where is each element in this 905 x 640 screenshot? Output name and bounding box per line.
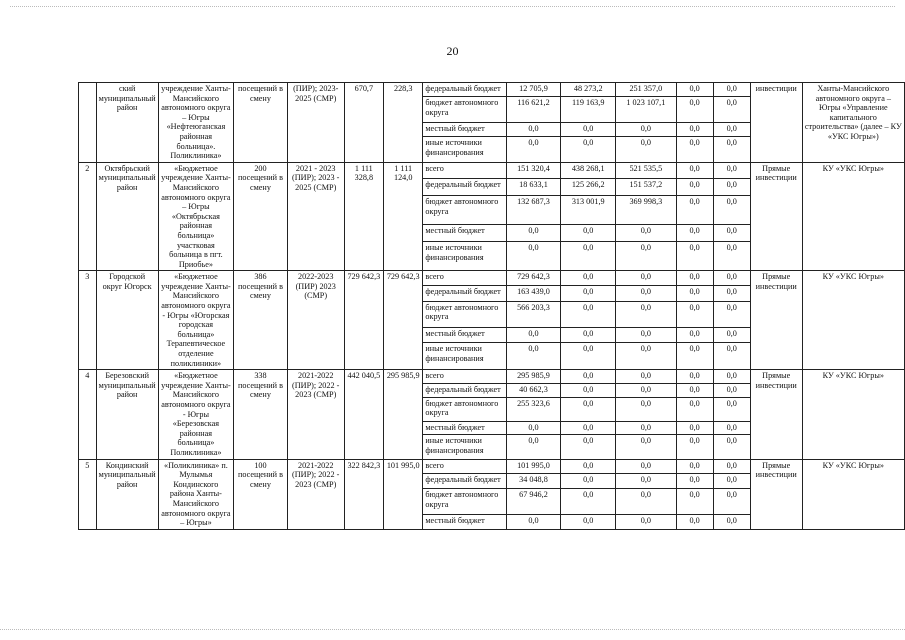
- amount-cell: 0,0: [616, 343, 677, 370]
- amount-cell: 0,0: [676, 162, 713, 179]
- amount-cell: 1 023 107,1: [616, 97, 677, 122]
- funding-source-cell: всего: [423, 271, 506, 286]
- amount-cell: 0,0: [676, 83, 713, 97]
- amount-cell: 0,0: [713, 383, 750, 397]
- amount-cell: 295 985,9: [506, 370, 561, 384]
- institution-cell: «Бюджетное учреждение Ханты-Мансийского автономного округа - Югры «Березовская районная больница» Поликлиника»: [158, 370, 234, 459]
- amount-cell: 0,0: [713, 83, 750, 97]
- cost-cell: 442 040,5: [344, 370, 383, 459]
- years-cell: 2022-2023 (ПИР) 2023 (СМР): [287, 271, 344, 370]
- table-row: [79, 162, 905, 179]
- amount-cell: 0,0: [616, 459, 677, 474]
- years-cell: 2021-2022 (ПИР); 2022 - 2023 (СМР): [287, 370, 344, 459]
- remaining-cost-cell: 295 985,9: [384, 370, 423, 459]
- amount-cell: 48 273,2: [561, 83, 616, 97]
- amount-cell: 18 633,1: [506, 179, 561, 196]
- table-row: [79, 370, 905, 384]
- institution-cell: «Бюджетное учреждение Ханты-Мансийского автономного округа - Югры «Югорская городская больница» Терапевтическое отделение поликлиники»: [158, 271, 234, 370]
- row-number: 2: [79, 162, 97, 271]
- amount-cell: 251 357,0: [616, 83, 677, 97]
- row-number: 5: [79, 459, 97, 529]
- amount-cell: 0,0: [616, 421, 677, 435]
- cost-cell: 322 842,3: [344, 459, 383, 529]
- amount-cell: 0,0: [676, 97, 713, 122]
- amount-cell: 151 320,4: [506, 162, 561, 179]
- amount-cell: 0,0: [561, 435, 616, 459]
- remaining-cost-cell: 1 111 124,0: [384, 162, 423, 271]
- funding-source-cell: иные источники финансирования: [423, 435, 506, 459]
- investment-table: [78, 82, 905, 530]
- funding-source-cell: местный бюджет: [423, 225, 506, 242]
- remaining-cost-cell: 101 995,0: [384, 459, 423, 529]
- amount-cell: 125 266,2: [561, 179, 616, 196]
- amount-cell: 0,0: [616, 397, 677, 421]
- funding-source-cell: иные источники финансирования: [423, 137, 506, 162]
- funding-source-cell: иные источники финансирования: [423, 343, 506, 370]
- amount-cell: 0,0: [506, 137, 561, 162]
- remaining-cost-cell: 228,3: [384, 83, 423, 163]
- amount-cell: 0,0: [676, 179, 713, 196]
- amount-cell: 0,0: [506, 225, 561, 242]
- customer-cell: КУ «УКС Югры»: [802, 271, 904, 370]
- amount-cell: 369 998,3: [616, 196, 677, 225]
- amount-cell: 0,0: [561, 474, 616, 489]
- amount-cell: 0,0: [561, 383, 616, 397]
- amount-cell: 0,0: [713, 122, 750, 136]
- amount-cell: 0,0: [676, 301, 713, 328]
- amount-cell: 0,0: [616, 489, 677, 515]
- amount-cell: 12 705,9: [506, 83, 561, 97]
- amount-cell: 0,0: [506, 328, 561, 343]
- capacity-cell: 100 посещений в смену: [234, 459, 288, 529]
- municipality-cell: Березовский муниципальный район: [96, 370, 158, 459]
- amount-cell: 0,0: [616, 122, 677, 136]
- cost-cell: 670,7: [344, 83, 383, 163]
- amount-cell: 0,0: [713, 137, 750, 162]
- amount-cell: 0,0: [506, 241, 561, 270]
- remaining-cost-cell: 729 642,3: [384, 271, 423, 370]
- amount-cell: 0,0: [561, 489, 616, 515]
- amount-cell: 255 323,6: [506, 397, 561, 421]
- row-number: 3: [79, 271, 97, 370]
- table-row: [79, 271, 905, 286]
- table-row: [79, 83, 905, 97]
- investment-type-cell: Прямые инвестиции: [750, 271, 802, 370]
- amount-cell: 0,0: [561, 271, 616, 286]
- funding-source-cell: бюджет автономного округа: [423, 489, 506, 515]
- amount-cell: 0,0: [713, 328, 750, 343]
- amount-cell: 521 535,5: [616, 162, 677, 179]
- years-cell: 2021-2022 (ПИР); 2022 - 2023 (СМР): [287, 459, 344, 529]
- amount-cell: 0,0: [676, 241, 713, 270]
- funding-source-cell: всего: [423, 162, 506, 179]
- amount-cell: 116 621,2: [506, 97, 561, 122]
- investment-type-cell: Прямые инвестиции: [750, 370, 802, 459]
- amount-cell: 0,0: [713, 489, 750, 515]
- investment-type-cell: инвестиции: [750, 83, 802, 163]
- amount-cell: 0,0: [616, 435, 677, 459]
- funding-source-cell: федеральный бюджет: [423, 179, 506, 196]
- amount-cell: 0,0: [506, 421, 561, 435]
- amount-cell: 0,0: [713, 514, 750, 529]
- funding-source-cell: всего: [423, 370, 506, 384]
- amount-cell: 34 048,8: [506, 474, 561, 489]
- scan-edge-top: [10, 6, 895, 7]
- amount-cell: 119 163,9: [561, 97, 616, 122]
- amount-cell: 0,0: [616, 241, 677, 270]
- amount-cell: 0,0: [676, 271, 713, 286]
- funding-source-cell: бюджет автономного округа: [423, 301, 506, 328]
- amount-cell: 0,0: [561, 225, 616, 242]
- amount-cell: 0,0: [616, 301, 677, 328]
- amount-cell: 0,0: [616, 383, 677, 397]
- investment-type-cell: Прямые инвестиции: [750, 162, 802, 271]
- capacity-cell: 200 посещений в смену: [234, 162, 288, 271]
- funding-source-cell: всего: [423, 459, 506, 474]
- municipality-cell: Городской округ Югорск: [96, 271, 158, 370]
- funding-source-cell: местный бюджет: [423, 421, 506, 435]
- amount-cell: 438 268,1: [561, 162, 616, 179]
- amount-cell: 313 001,9: [561, 196, 616, 225]
- table-row: [79, 459, 905, 474]
- amount-cell: 566 203,3: [506, 301, 561, 328]
- amount-cell: 0,0: [676, 328, 713, 343]
- amount-cell: 0,0: [616, 225, 677, 242]
- amount-cell: 0,0: [561, 137, 616, 162]
- amount-cell: 0,0: [616, 514, 677, 529]
- amount-cell: 729 642,3: [506, 271, 561, 286]
- years-cell: (ПИР); 2023-2025 (СМР): [287, 83, 344, 163]
- amount-cell: 0,0: [561, 328, 616, 343]
- institution-cell: учреждение Ханты-Мансийского автономного округа – Югры «Нефтеюганская районная больница». Поликлиника»: [158, 83, 234, 163]
- funding-source-cell: федеральный бюджет: [423, 286, 506, 301]
- amount-cell: 0,0: [561, 459, 616, 474]
- amount-cell: 0,0: [506, 435, 561, 459]
- amount-cell: 0,0: [713, 343, 750, 370]
- amount-cell: 0,0: [676, 286, 713, 301]
- amount-cell: 0,0: [676, 343, 713, 370]
- amount-cell: 0,0: [616, 286, 677, 301]
- amount-cell: 0,0: [676, 474, 713, 489]
- amount-cell: 101 995,0: [506, 459, 561, 474]
- page-number: 20: [446, 44, 459, 58]
- amount-cell: 40 662,3: [506, 383, 561, 397]
- amount-cell: 0,0: [676, 137, 713, 162]
- amount-cell: 0,0: [713, 271, 750, 286]
- amount-cell: 0,0: [713, 97, 750, 122]
- amount-cell: 0,0: [616, 137, 677, 162]
- amount-cell: 0,0: [676, 196, 713, 225]
- cost-cell: 1 111 328,8: [344, 162, 383, 271]
- amount-cell: 0,0: [676, 514, 713, 529]
- scan-edge-bottom: [0, 629, 905, 630]
- amount-cell: 0,0: [561, 514, 616, 529]
- amount-cell: 0,0: [506, 343, 561, 370]
- municipality-cell: Октябрьский муниципальный район: [96, 162, 158, 271]
- amount-cell: 0,0: [676, 421, 713, 435]
- capacity-cell: 386 посещений в смену: [234, 271, 288, 370]
- institution-cell: «Бюджетное учреждение Ханты-Мансийского автономного округа – Югры «Октябрьская районная больница» участковая больница в пгт. Приобье»: [158, 162, 234, 271]
- amount-cell: 0,0: [676, 122, 713, 136]
- customer-cell: Ханты-Мансийского автономного округа – Югры «Управление капитального строительства» (далее – КУ «УКС Югры»): [802, 83, 904, 163]
- customer-cell: КУ «УКС Югры»: [802, 459, 904, 529]
- funding-source-cell: местный бюджет: [423, 328, 506, 343]
- amount-cell: 0,0: [676, 489, 713, 515]
- amount-cell: 0,0: [506, 122, 561, 136]
- amount-cell: 0,0: [506, 514, 561, 529]
- cost-cell: 729 642,3: [344, 271, 383, 370]
- amount-cell: 0,0: [561, 421, 616, 435]
- capacity-cell: посещений в смену: [234, 83, 288, 163]
- years-cell: 2021 - 2023 (ПИР); 2023 - 2025 (СМР): [287, 162, 344, 271]
- amount-cell: 0,0: [676, 370, 713, 384]
- amount-cell: 0,0: [676, 397, 713, 421]
- funding-source-cell: федеральный бюджет: [423, 383, 506, 397]
- amount-cell: 0,0: [561, 301, 616, 328]
- capacity-cell: 338 посещений в смену: [234, 370, 288, 459]
- funding-source-cell: федеральный бюджет: [423, 83, 506, 97]
- amount-cell: 0,0: [561, 286, 616, 301]
- amount-cell: 0,0: [616, 271, 677, 286]
- row-number: [79, 83, 97, 163]
- amount-cell: 0,0: [713, 196, 750, 225]
- amount-cell: 0,0: [713, 241, 750, 270]
- amount-cell: 0,0: [713, 370, 750, 384]
- amount-cell: 0,0: [713, 435, 750, 459]
- funding-source-cell: местный бюджет: [423, 514, 506, 529]
- amount-cell: 0,0: [713, 459, 750, 474]
- amount-cell: 0,0: [561, 122, 616, 136]
- amount-cell: 0,0: [676, 225, 713, 242]
- funding-source-cell: иные источники финансирования: [423, 241, 506, 270]
- amount-cell: 0,0: [616, 328, 677, 343]
- customer-cell: КУ «УКС Югры»: [802, 162, 904, 271]
- amount-cell: 0,0: [616, 370, 677, 384]
- amount-cell: 132 687,3: [506, 196, 561, 225]
- amount-cell: 0,0: [561, 241, 616, 270]
- municipality-cell: Кондинский муниципальный район: [96, 459, 158, 529]
- funding-source-cell: федеральный бюджет: [423, 474, 506, 489]
- amount-cell: 0,0: [676, 383, 713, 397]
- amount-cell: 0,0: [713, 474, 750, 489]
- amount-cell: 0,0: [676, 435, 713, 459]
- amount-cell: 0,0: [713, 301, 750, 328]
- amount-cell: 0,0: [713, 179, 750, 196]
- amount-cell: 0,0: [561, 397, 616, 421]
- amount-cell: 0,0: [713, 397, 750, 421]
- investment-type-cell: Прямые инвестиции: [750, 459, 802, 529]
- municipality-cell: ский муниципальный район: [96, 83, 158, 163]
- customer-cell: КУ «УКС Югры»: [802, 370, 904, 459]
- amount-cell: 67 946,2: [506, 489, 561, 515]
- amount-cell: 0,0: [713, 225, 750, 242]
- amount-cell: 0,0: [561, 370, 616, 384]
- amount-cell: 0,0: [713, 286, 750, 301]
- amount-cell: 163 439,0: [506, 286, 561, 301]
- funding-source-cell: местный бюджет: [423, 122, 506, 136]
- amount-cell: 0,0: [713, 162, 750, 179]
- amount-cell: 0,0: [616, 474, 677, 489]
- amount-cell: 0,0: [713, 421, 750, 435]
- institution-cell: «Поликлиника» п. Мулымья Кондинского района Ханты-Мансийского автономного округа – Югры»: [158, 459, 234, 529]
- amount-cell: 0,0: [676, 459, 713, 474]
- amount-cell: 0,0: [561, 343, 616, 370]
- funding-source-cell: бюджет автономного округа: [423, 97, 506, 122]
- funding-source-cell: бюджет автономного округа: [423, 397, 506, 421]
- amount-cell: 151 537,2: [616, 179, 677, 196]
- row-number: 4: [79, 370, 97, 459]
- funding-source-cell: бюджет автономного округа: [423, 196, 506, 225]
